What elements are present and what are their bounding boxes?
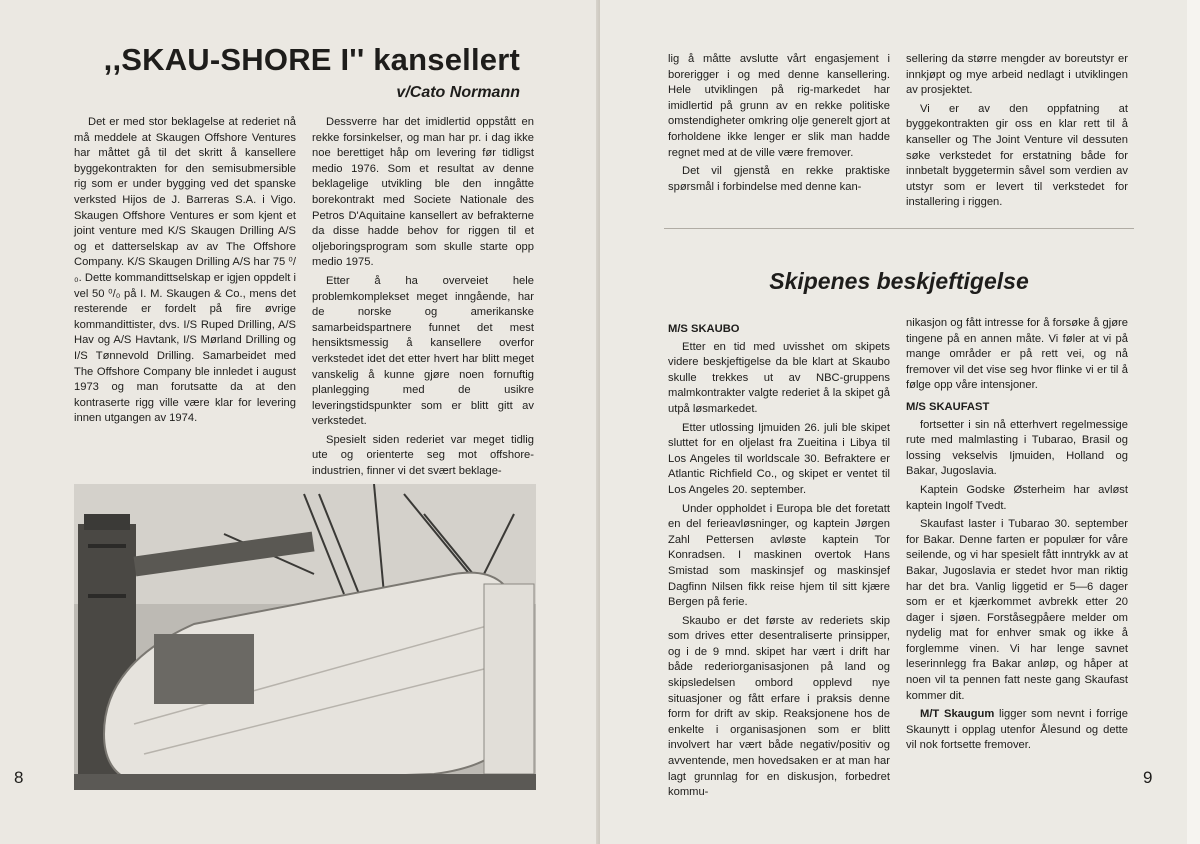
- paragraph: Dessverre har det imidlertid oppstått en rekke forsinkelser, og man har pr. i dag ikke noe berettiget håp om levering før tidligst medio 1976. Som et resultat av denne beklagelige utvikling ble den inngåtte borekontrakt med Societe Nationale des Petros D'Aquitaine kansellert av befrakterne da disse hadde behov for riggen til et oljeboringsprogram som skulle starte opp medio 1975.: [312, 116, 534, 269]
- rig-photo: [74, 484, 536, 790]
- paragraph: Vi er av den oppfatning at byggekontrakten gir oss en klar rett til å kanseller og The Joint Venture vil dessuten søke verkstedet for erstatning både for innbetalt byggetermin såvel som verdien av utstyr som er levert til verkstedet for installering i riggen.: [906, 102, 1128, 209]
- ship-heading: M/S SKAUBO: [668, 323, 740, 335]
- paragraph: fortsetter i sin nå etterhvert regelmessige rute med malmlasting i Tubarao, Brasil og lossing vekselvis Ijmuiden, Holland og Bakar, Jugoslavia.: [906, 418, 1128, 478]
- paragraph: Skaufast laster i Tubarao 30. september for Bakar. Denne farten er populær for våre seilende, og vi har spesielt fått inntrykk av at Bakar, Jugoslavia er stedet hvor man riktig har det bra. Vanlig liggetid er 5—6 dager som er et kjærkommet avbrekk etter 20 dager i sjøen. Forståsegpåere melder om nydelig mat for enhver smak og ikke å forglemme vinen. Vi har lenge savnet leserinnlegg fra Bakar anløp, og håper at noen vil ta pennen fatt neste gang Skaufast kommer dit.: [906, 518, 1128, 702]
- paragraph: Det er med stor beklagelse at rederiet nå må meddele at Skaugen Offshore Ventures har måttet gå til det skritt å kansellere byggekontrakten for den semisubmersible rig som er under bygging ved det spanske verksted Hijos de J. Barreras S.A. i Vigo. Skaugen Offshore Ventures er som kjent et joint venture med K/S Skaugen Drilling A/S og et datterselskap av av The Offshore Company. K/S Skaugen Drilling A/S har 75 ⁰/₀. Dette kommandittselskap er igjen oppdelt i vel 50 ⁰/₀ på I. M. Skaugen & Co., mens det resterende er fordelt på fire øvrige kommandittister, dvs. I/S Ruped Drilling, A/S Hav og A/S Havtank, I/S Mørland Drilling og I/S Tønnevold Drilling. Samarbeidet med The Offshore Company ble innledet i august 1973 og man forutsatte da at den kontraserte rigg ville være klar for levering innen utgangen av 1974.: [74, 116, 296, 425]
- page-edge: [1187, 0, 1200, 844]
- left-column-1: [74, 115, 296, 430]
- paragraph: Etter å ha overveiet hele problemkomplekset meget inngående, har de norske og amerikanske samarbeidspartnere funnet det mest hensiktsmessig å kansellere overfor verkstedet idet det etter hvert har blitt meget vanskelig å kunne gjøre noen fornuftig planlegging med de usikre leveringstidspunkter som er blitt gitt av verkstedet.: [312, 274, 534, 428]
- section-title: Skipenes beskjeftigelse: [769, 268, 1029, 294]
- paragraph: Etter utlossing Ijmuiden 26. juli ble skipet sluttet for en oljelast fra Zueitina i Libya til Los Angeles til worldscale 30. Befraktere er Atlantic Richfield Co., og skipet er ventet til Los Angeles 20. september.: [668, 421, 890, 496]
- paragraph: Det vil gjenstå en rekke praktiske spørsmål i forbindelse med denne kan-: [668, 165, 890, 193]
- paragraph-text: ligger som nevnt i forrige Skaunytt i opplag utenfor Ålesund og dette vil nok fortsette fremover.: [906, 708, 1128, 752]
- ship-name: M/T Skaugum: [920, 708, 995, 721]
- ship-heading: M/S SKAUFAST: [906, 400, 990, 413]
- right-column-1-bottom: [668, 316, 890, 804]
- page-number-right: 9: [1143, 768, 1153, 787]
- paragraph: sellering da større mengder av boreutstyr er innkjøpt og mye arbeid nedlagt i utviklingen av prosjektet.: [906, 53, 1128, 97]
- paragraph: Skaubo er det første av rederiets skip som drives etter desentraliserte prinsipper, og i de 9 mnd. skipet har vært i drift har både rederiorganisasjonen på land og skipsledelsen ombord opplevd nye situasjoner og fått erfare i praksis denne form for drift av skip. Reaksjonene hos de enkelte i organisasjonen som er blitt involvert har vært både negativ/positiv og avventende, men hovedsaken er at man har lagt grunnlag for en diskusjon, forbedret kommu-: [668, 614, 890, 799]
- article-title: ,,SKAU-SHORE I'' kansellert: [103, 42, 520, 77]
- paragraph: [906, 707, 1128, 754]
- right-column-1-top: [668, 52, 890, 198]
- paragraph: Spesielt siden rederiet var meget tidlig ute og orienterte seg mot offshore-industrien, finner vi det svært beklage-: [312, 433, 534, 478]
- right-column-2-bottom: [906, 316, 1128, 757]
- paragraph: Kaptein Godske Østerheim har avløst kaptein Ingolf Tvedt.: [906, 483, 1128, 512]
- paragraph: Under oppholdet i Europa ble det foretatt en del ferieavløsninger, og kaptein Jørgen Zahl Pettersen avløste kaptein Tor Konradsen. I maskinen overtok Hans Smistad som maskinsjef og maskinsjef Dagfinn Nilsen fikk reise hjem til sitt kjære Bergen på ferie.: [668, 502, 890, 609]
- paragraph: lig å måtte avslutte vårt engasjement i borerigger i og med denne kansellering. Hele utviklingen på rig-markedet har imidlertid på grunn av en rekke politiske omstendigheter omkring olje generelt gjort at forholdene ikke lenger er slik man hadde regnet med at de ville være fremover.: [668, 53, 890, 159]
- paragraph: Etter en tid med uvisshet om skipets videre beskjeftigelse da ble klart at Skaubo skulle trekkes ut av NBC-gruppens malmkontrakter valgte rederiet å la skipet gå utpå løsmarkedet.: [668, 340, 890, 415]
- byline: v/Cato Normann: [396, 84, 520, 101]
- paragraph: nikasjon og fått intresse for å forsøke å gjøre tingene på en annen måte. Vi føler at vi på mange områder er på rett vei, og nå fremover vil det vise seg hvor flinke vi er til å følge opp våre intensjoner.: [906, 317, 1128, 392]
- page-number-left: 8: [14, 768, 24, 787]
- left-column-2: [312, 115, 534, 483]
- section-divider: [664, 228, 1134, 229]
- rig-photo-drawing: [74, 484, 536, 790]
- right-column-2-top: [906, 52, 1128, 214]
